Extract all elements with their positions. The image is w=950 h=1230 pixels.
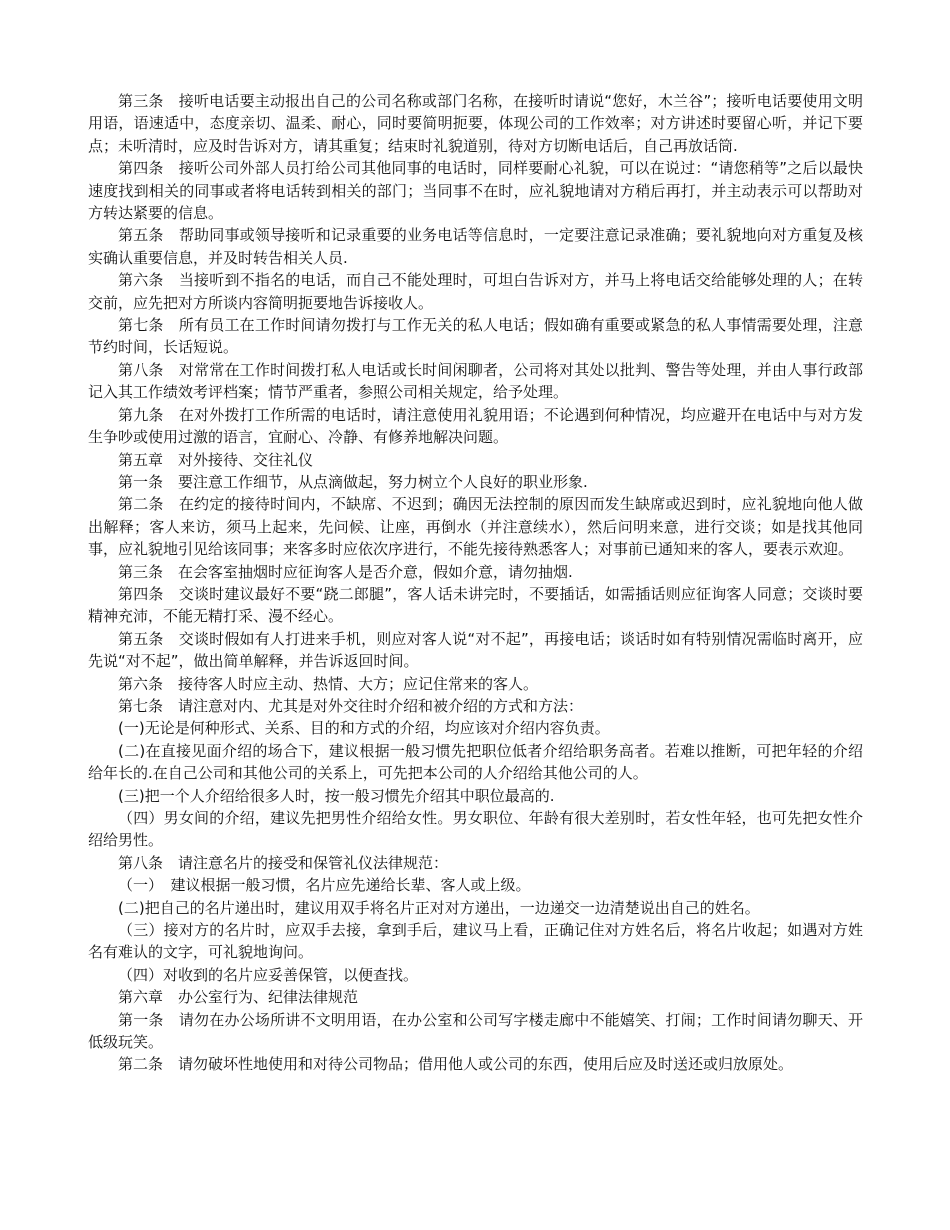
ch5-article-8-item-1: （一） 建议根据一般习惯，名片应先递给长辈、客人或上级。 [118,876,531,895]
article-4-external-calls: 第四条 接听公司外部人员打给公司其他同事的电话时，同样要耐心礼貌，可以在说过：“请您稍等”之后以最快速度找到相关的同事或者将电话转到相关的部门；当同事不在时，应礼貌地请对方稍后再打，并主动表示可以帮助对方转达紧要的信息。 [88,159,863,223]
article-8-penalties: 第八条 对常常在工作时间拨打私人电话或长时间闲聊者，公司将对其处以批判、警告等处理，并由人事行政部记入其工作绩效考评档案；情节严重者，参照公司相关规定，给予处理。 [88,360,863,402]
ch5-article-3: 第三条 在会客室抽烟时应征询客人是否介意，假如介意，请勿抽烟. [118,562,573,581]
ch5-article-7-item-1: (一)无论是何种形式、关系、目的和方式的介绍，均应该对介绍内容负责。 [118,719,610,738]
chapter-6-heading: 第六章 办公室行为、纪律法律规范 [118,988,359,1007]
ch5-article-8-item-4: （四）对收到的名片应妥善保管，以便查找。 [118,965,419,984]
article-9-outgoing-calls: 第九条 在对外拨打工作所需的电话时，请注意使用礼貌用语；不论遇到何种情况，均应避开在电话中与对方发生争吵或使用过激的语言，宜耐心、冷静、有修养地解决问题。 [88,405,863,447]
article-7-private-calls: 第七条 所有员工在工作时间请勿拨打与工作无关的私人电话；假如确有重要或紧急的私人事情需要处理，注意节约时间，长话短说。 [88,316,863,357]
ch5-article-8-item-2: (二)把自己的名片递出时，建议用双手将名片正对对方递出，一边递交一边清楚说出自己的姓名。 [118,898,760,917]
ch5-article-5: 第五条 交谈时假如有人打进来手机，则应对客人说“对不起”，再接电话；谈话时如有特别情况需临时离开，应先说“对不起”，做出简单解释，并告诉返回时间。 [88,629,863,671]
ch5-article-6: 第六条 接待客人时应主动、热情、大方；应记住常来的客人。 [118,674,539,693]
ch5-article-7: 第七条 请注意对内、尤其是对外交往时介绍和被介绍的方式和方法： [118,696,584,715]
ch5-article-7-item-3: (三)把一个人介绍给很多人时，按一般习惯先介绍其中职位最高的. [118,786,555,805]
ch5-article-7-item-4: （四）男女间的介绍，建议先把男性介绍给女性。男女职位、年龄有很大差别时，若女性年轻，也可先把女性介绍给男性。 [88,809,863,850]
ch5-article-8-item-3: （三）接对方的名片时，应双手去接，拿到手后，建议马上看，正确记住对方姓名后，将名片收起；如遇对方姓名有难认的文字，可礼貌地询问。 [88,921,863,962]
ch5-article-2: 第二条 在约定的接待时间内，不缺席、不迟到；确因无法控制的原因而发生缺席或迟到时，应礼貌地向他人做出解释；客人来访，须马上起来，先问候、让座，再倒水（并注意续水），然后问明来意，进行交谈；如是找其他同事，应礼貌地引见给该同事；来客多时应依次序进行，不能先接待熟悉客人；对事前已通知来的客人，要表示欢迎。 [88,495,863,559]
document-body [88,90,863,1076]
ch6-article-1: 第一条 请勿在办公场所讲不文明用语，在办公室和公司写字楼走廊中不能嬉笑、打闹；工作时间请勿聊天、开低级玩笑。 [88,1010,863,1052]
ch5-article-4: 第四条 交谈时建议最好不要“跷二郎腿”，客人话未讲完时，不要插话，如需插话则应征询客人同意；交谈时要精神充沛，不能无精打采、漫不经心。 [88,584,863,626]
article-3-answering-calls: 第三条 接听电话要主动报出自己的公司名称或部门名称，在接听时请说“您好，木兰谷”；接听电话要使用文明用语，语速适中，态度亲切、温柔、耐心，同时要简明扼要，体现公司的工作效率；对方讲述时要留心听，并记下要点；未听清时，应及时告诉对方，请其重复；结束时礼貌道别，待对方切断电话后，自己再放话筒. [88,92,863,155]
article-6-unnamed-calls: 第六条 当接听到不指名的电话，而自己不能处理时，可坦白告诉对方，并马上将电话交给能够处理的人；在转交前，应先把对方所谈内容简明扼要地告诉接收人。 [88,271,863,312]
article-5-recording-calls: 第五条 帮助同事或领导接听和记录重要的业务电话等信息时，一定要注意记录准确；要礼貌地向对方重复及核实确认重要信息，并及时转告相关人员. [88,226,863,267]
ch5-article-8: 第八条 请注意名片的接受和保管礼仪法律规范： [118,853,449,872]
chapter-5-heading: 第五章 对外接待、交往礼仪 [118,450,314,469]
ch6-article-2: 第二条 请勿破坏性地使用和对待公司物品；借用他人或公司的东西，使用后应及时送还或归放原处。 [118,1055,794,1074]
ch5-article-1: 第一条 要注意工作细节，从点滴做起，努力树立个人良好的职业形象. [118,472,588,491]
ch5-article-7-item-2: (二)在直接见面介绍的场合下，建议根据一般习惯先把职位低者介绍给职务高者。若难以推断，可把年轻的介绍给年长的.在自己公司和其他公司的关系上，可先把本公司的人介绍给其他公司的人。 [88,741,863,783]
